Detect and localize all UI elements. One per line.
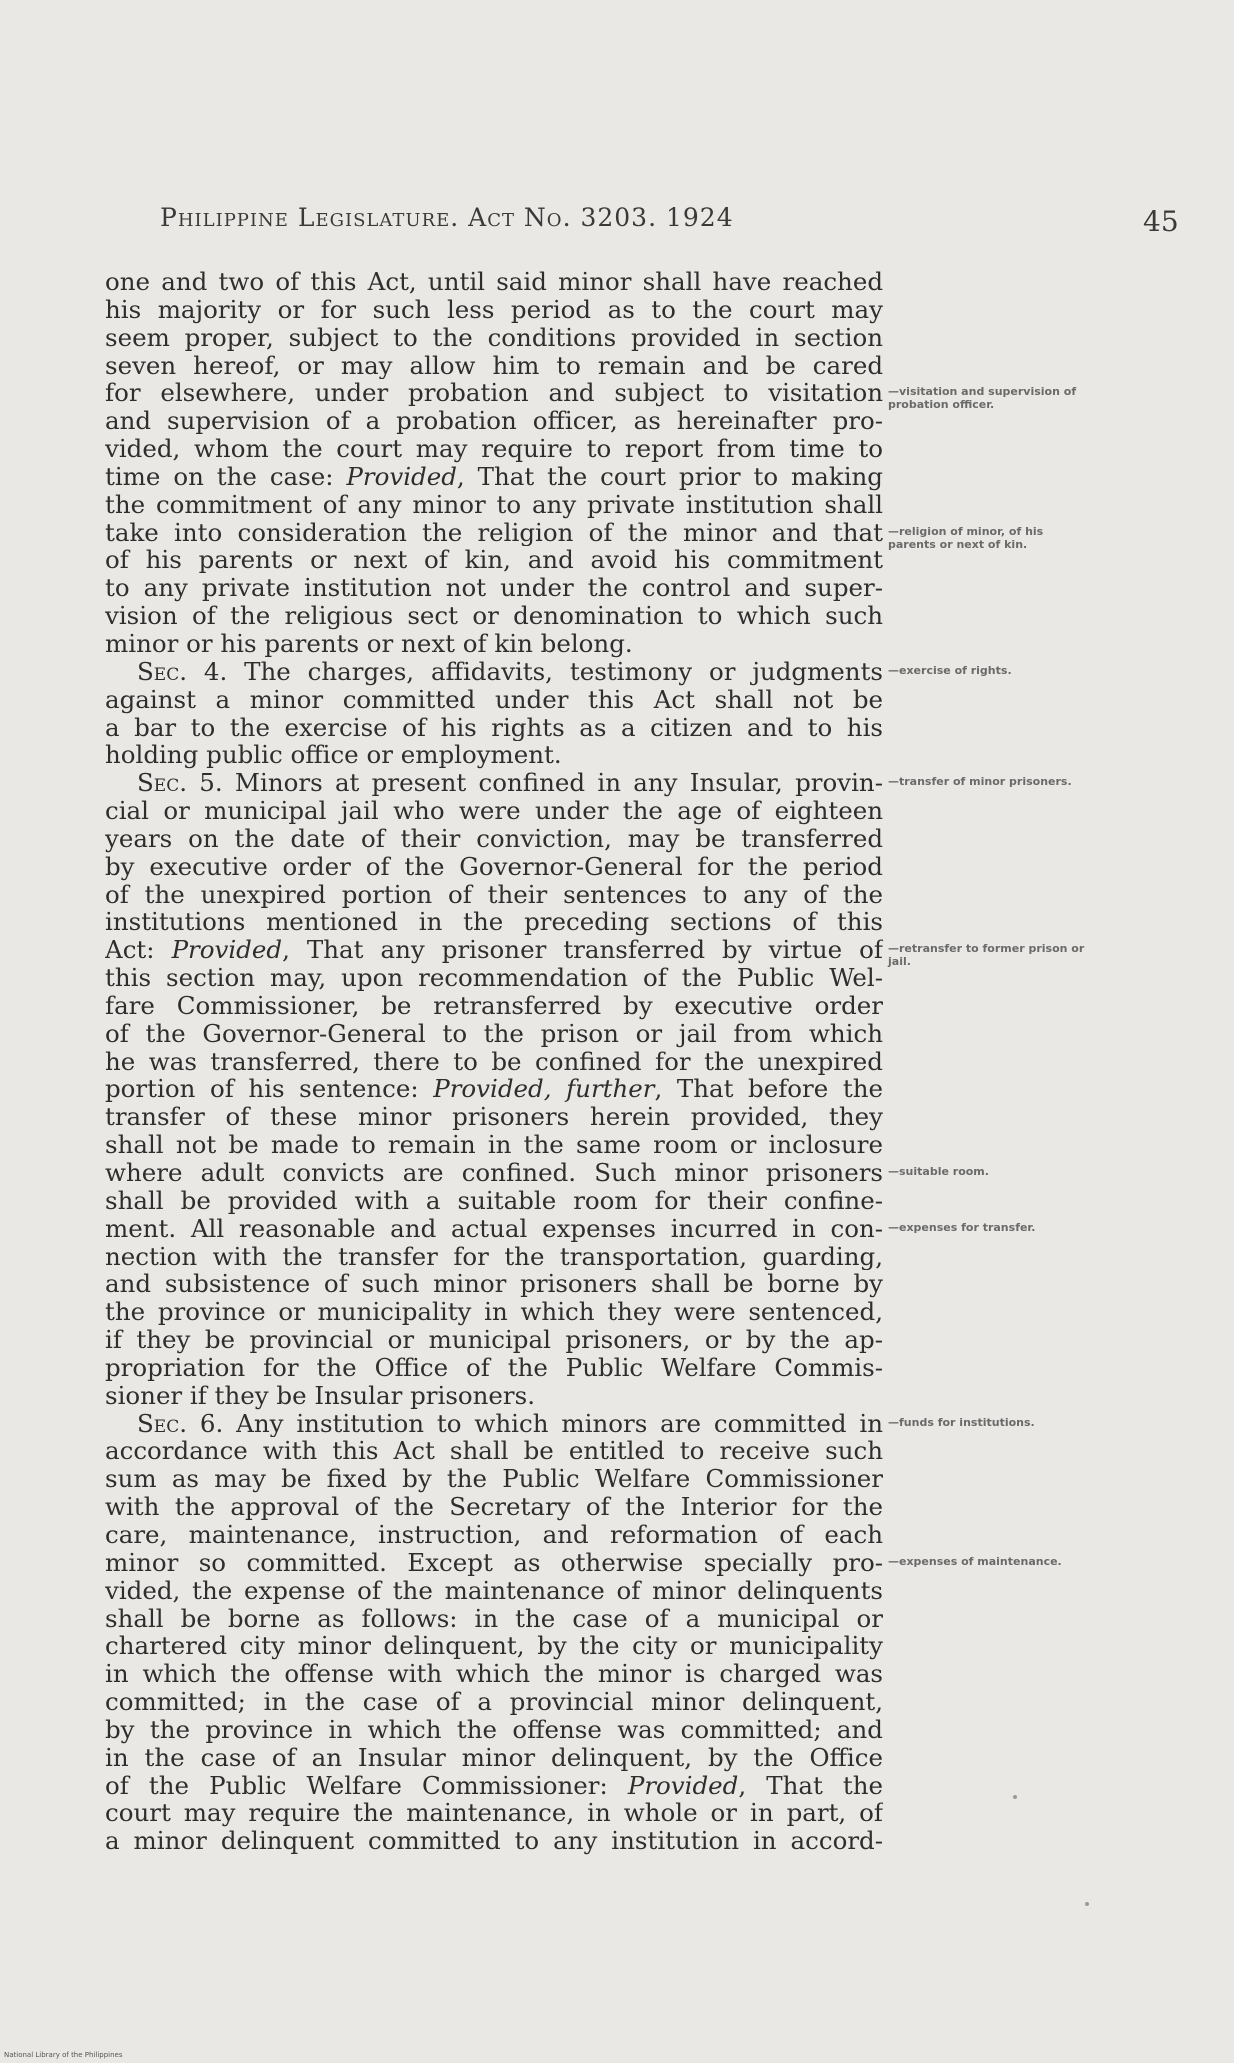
text-line: time on the case: Provided, That the court prior to making [105, 462, 883, 491]
text-line: holding public office or employment. [105, 741, 562, 770]
text-line: against a minor committed under this Act shall not be [105, 685, 883, 714]
text-line: one and two of this Act, until said minor shall have reached [105, 268, 883, 296]
text-line: and subsistence of such minor prisoners shall be borne by [105, 1270, 883, 1299]
text-line: of the unexpired portion of their sentences to any of the [105, 880, 883, 909]
text-line: transfer of these minor prisoners herein provided, they [105, 1103, 883, 1132]
text-line: institutions mentioned in the preceding sections of this [105, 908, 883, 937]
text-line: and supervision of a probation officer, as hereinafter pro- [105, 407, 883, 436]
text-line: in which the offense with which the minor is charged was [105, 1660, 883, 1689]
text-line: ment. All reasonable and actual expenses incurred in con- [105, 1214, 883, 1243]
side-note: —retransfer to former prison or jail. [888, 942, 1085, 969]
text-line: minor so committed. Except as otherwise specially pro- [105, 1548, 883, 1577]
side-note: —expenses of maintenance. [888, 1555, 1062, 1569]
text-line: shall be provided with a suitable room for their confine- [105, 1186, 883, 1215]
text-line: portion of his sentence: Provided, further, That before the [105, 1075, 883, 1104]
text-line: by executive order of the Governor-General for the period [105, 852, 883, 881]
text-line: sum as may be fixed by the Public Welfare Commissioner [105, 1465, 883, 1494]
side-note: —expenses for transfer. [888, 1220, 1036, 1234]
text-line: vided, whom the court may require to report from time to [105, 435, 883, 463]
speck [1085, 1902, 1089, 1906]
text-line: fare Commissioner, be retransferred by executive order [105, 991, 883, 1020]
text-line: Sec. 5. Minors at present confined in any Insular, provin- [137, 769, 883, 798]
footer-credit: National Library of the Philippines [4, 2051, 123, 2059]
text-line: his majority or for such less period as to the court may [105, 295, 883, 324]
text-line: propriation for the Office of the Public Welfare Commis- [105, 1353, 883, 1382]
text-line: cial or municipal jail who were under the age of eighteen [105, 797, 883, 825]
side-note: —exercise of rights. [888, 663, 1012, 677]
text-line: to any private institution not under the control and super- [105, 574, 883, 603]
text-line: this section may, upon recommendation of the Public Wel- [105, 964, 883, 992]
text-line: vided, the expense of the maintenance of minor delinquents [105, 1576, 883, 1605]
text-line: by the province in which the offense was committed; and [105, 1715, 883, 1744]
text-line: care, maintenance, instruction, and reformation of each [105, 1520, 883, 1549]
text-line: in the case of an Insular minor delinquent, by the Office [105, 1743, 883, 1772]
side-note: —transfer of minor prisoners. [888, 775, 1072, 789]
text-line: a bar to the exercise of his rights as a citizen and to his [105, 713, 883, 742]
page-number: 45 [1143, 205, 1179, 238]
text-line: shall be borne as follows: in the case of a municipal or [105, 1604, 883, 1633]
text-line: seven hereof, or may allow him to remain and be cared [105, 351, 883, 380]
text-line: accordance with this Act shall be entitled to receive such [105, 1437, 883, 1466]
text-line: of the Public Welfare Commissioner: Provided, That the [105, 1771, 883, 1800]
side-note: —religion of minor, of his parents or next of kin. [888, 524, 1044, 551]
text-line: sioner if they be Insular prisoners. [105, 1381, 536, 1410]
text-line: take into consideration the religion of the minor and that [105, 518, 883, 547]
text-line: the commitment of any minor to any private institution shall [105, 490, 883, 519]
text-line: for elsewhere, under probation and subject to visitation [105, 379, 883, 408]
text-line: of the Governor-General to the prison or jail from which [105, 1019, 883, 1048]
text-line: seem proper, subject to the conditions provided in section [105, 323, 883, 352]
text-line: committed; in the case of a provincial minor delinquent, [105, 1688, 883, 1716]
act-text-body [105, 268, 883, 1855]
text-line: nection with the transfer for the transportation, guarding, [105, 1242, 883, 1271]
text-line: shall not be made to remain in the same room or inclosure [105, 1131, 883, 1159]
running-head-text: Philippine Legislature. Act No. 3203. 1924 [160, 203, 734, 232]
text-line: Act: Provided, That any prisoner transferred by virtue of [105, 936, 883, 965]
side-note: —funds for institutions. [888, 1415, 1035, 1429]
text-line: court may require the maintenance, in whole or in part, of [105, 1799, 883, 1828]
text-line: Sec. 6. Any institution to which minors are committed in [137, 1409, 883, 1438]
text-line: minor or his parents or next of kin belong. [105, 629, 633, 658]
speck [1013, 1795, 1017, 1799]
text-line: with the approval of the Secretary of the Interior for the [105, 1493, 883, 1521]
text-line: Sec. 4. The charges, affidavits, testimony or judgments [137, 657, 883, 686]
running-head [160, 203, 830, 232]
text-line: of his parents or next of kin, and avoid his commitment [105, 546, 883, 575]
text-line: he was transferred, there to be confined for the unexpired [105, 1047, 883, 1076]
text-line: a minor delinquent committed to any institution in accord- [105, 1827, 883, 1856]
text-line: vision of the religious sect or denomination to which such [105, 602, 883, 630]
side-note: —suitable room. [888, 1165, 989, 1179]
text-line: if they be provincial or municipal prisoners, or by the ap- [105, 1326, 883, 1354]
side-note: —visitation and supervision of probation officer. [888, 385, 1077, 412]
text-line: chartered city minor delinquent, by the city or municipality [105, 1632, 883, 1661]
text-line: where adult convicts are confined. Such minor prisoners [105, 1159, 883, 1187]
text-line: years on the date of their conviction, may be transferred [105, 824, 883, 853]
text-line: the province or municipality in which they were sentenced, [105, 1298, 883, 1327]
